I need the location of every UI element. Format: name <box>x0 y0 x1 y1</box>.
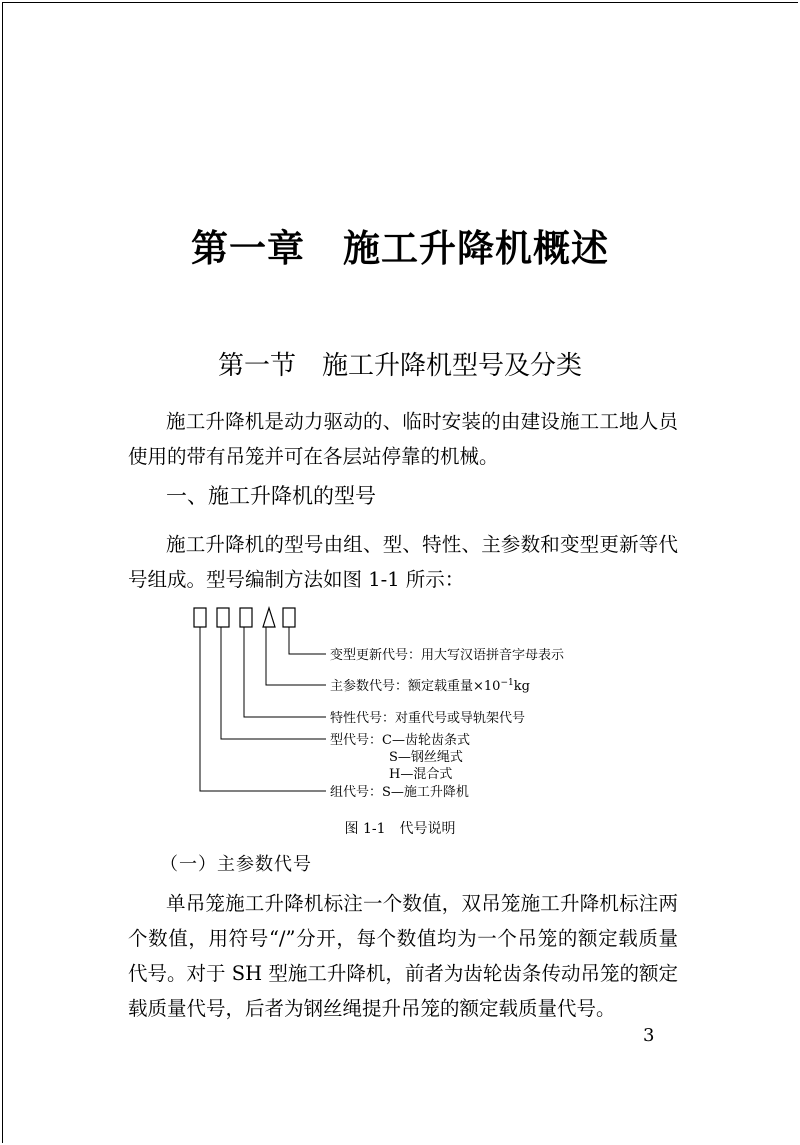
leader-main-param <box>266 627 326 685</box>
label-main-param: 主参数代号：额定载重量$\times 10^{-1}kg$ <box>330 678 530 694</box>
intro-paragraph: 施工升降机是动力驱动的、临时安装的由建设施工工地人员使用的带有吊笼并可在各层站停靠的机械。 <box>128 410 678 468</box>
leader-feature <box>244 627 326 717</box>
label-type-s: S—钢丝绳式 <box>389 750 463 765</box>
subsection-heading-main-param: （一）主参数代号 <box>160 854 312 875</box>
model-code-diagram <box>188 605 628 805</box>
code-box-type <box>217 608 229 627</box>
label-type: 型代号：C—齿轮齿条式 <box>330 733 470 748</box>
code-box-feature <box>240 608 252 627</box>
main-param-paragraph: 单吊笼施工升降机标注一个数值，双吊笼施工升降机标注两个数值，用符号“/”分开，每个数值均为一个吊笼的额定载质量代号。对于 SH 型施工升降机，前者为齿轮齿条传动吊笼的额定载质量代号，后者为钢丝绳提升吊笼的额定载质量代号。 <box>128 892 678 1020</box>
code-box-group <box>194 608 206 627</box>
code-box-variant <box>283 608 295 627</box>
subsection-heading-model: 一、施工升降机的型号 <box>166 484 376 508</box>
leader-variant <box>289 627 326 654</box>
page-number: 3 <box>643 1025 655 1046</box>
label-variant: 变型更新代号：用大写汉语拼音字母表示 <box>330 648 565 663</box>
label-feature: 特性代号：对重代号或导轨架代号 <box>330 711 526 726</box>
label-group: 组代号：S—施工升降机 <box>330 785 469 800</box>
model-paragraph: 施工升降机的型号由组、型、特性、主参数和变型更新等代号组成。型号编制方法如图 1-1 所示： <box>128 533 678 591</box>
chapter-title: 第一章 施工升降机概述 <box>191 227 609 270</box>
section-title: 第一节 施工升降机型号及分类 <box>217 351 582 381</box>
leader-type <box>221 627 326 739</box>
leader-group <box>200 627 326 791</box>
code-triangle-main-param <box>263 608 275 627</box>
label-type-h: H—混合式 <box>389 767 453 782</box>
figure-caption: 图 1-1 代号说明 <box>344 821 456 837</box>
